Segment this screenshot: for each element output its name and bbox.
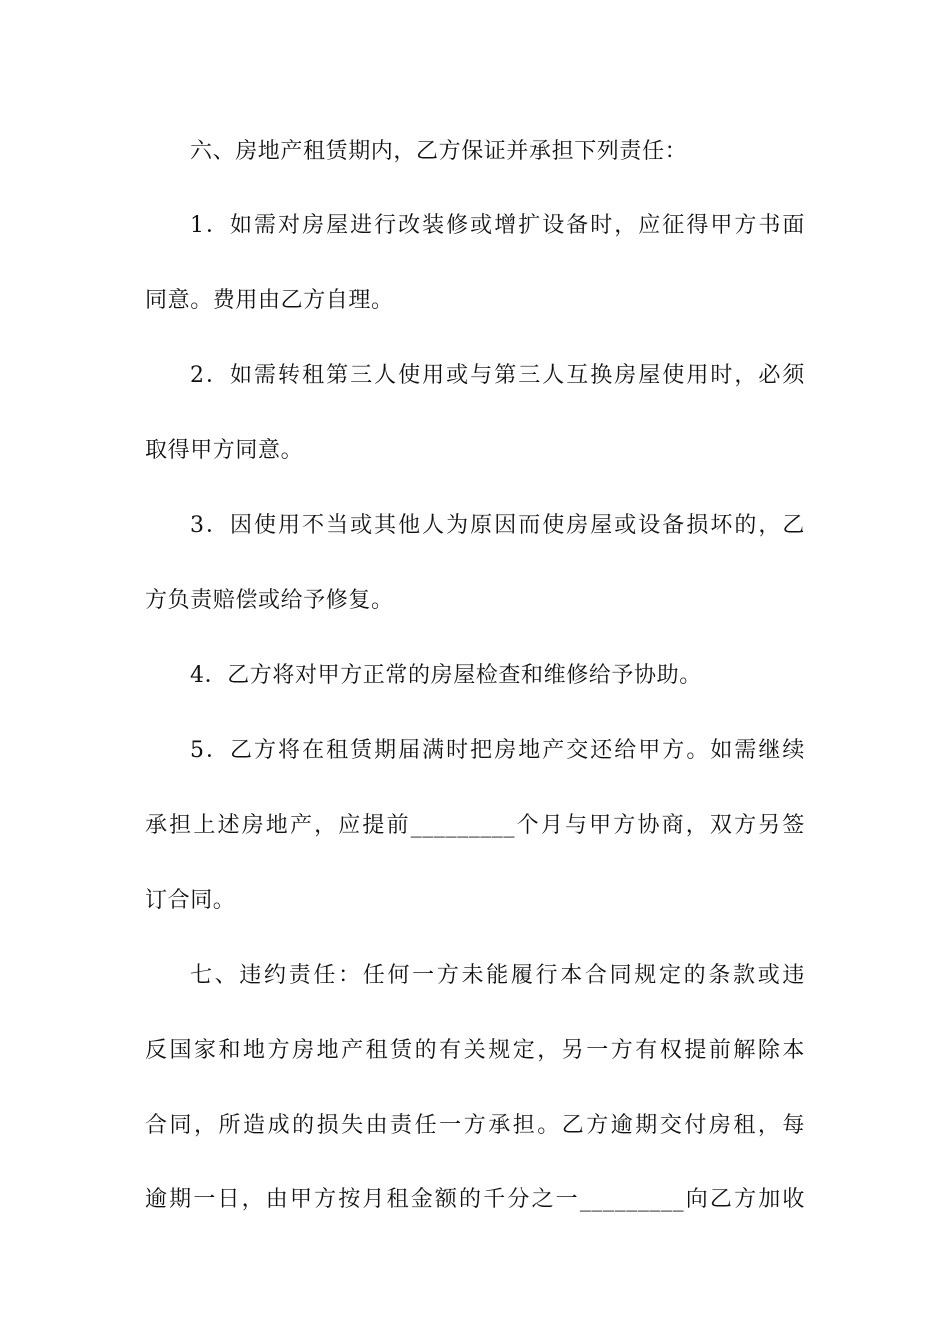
clause-3-line-1: 3．因使用不当或其他人为原因而使房屋或设备损坏的，乙 <box>190 513 805 538</box>
clause-5-line-2: 承担上述房地产，应提前_________个月与甲方协商，双方另签 <box>145 813 805 838</box>
clause-5-line-3: 订合同。 <box>145 888 236 913</box>
clause-2-line-2: 取得甲方同意。 <box>145 438 304 463</box>
section-7-line-3: 合同，所造成的损失由责任一方承担。乙方逾期交付房租，每 <box>145 1113 805 1138</box>
section-7-line-2: 反国家和地方房地产租赁的有关规定，另一方有权提前解除本 <box>145 1038 805 1063</box>
clause-1-line-2: 同意。费用由乙方自理。 <box>145 288 394 313</box>
clause-1-line-1: 1．如需对房屋进行改装修或增扩设备时，应征得甲方书面 <box>190 213 805 238</box>
section-6-heading: 六、房地产租赁期内，乙方保证并承担下列责任： <box>190 139 688 164</box>
clause-3-line-2: 方负责赔偿或给予修复。 <box>145 588 394 613</box>
section-7-line-4: 逾期一日，由甲方按月租金额的千分之一_________向乙方加收 <box>145 1187 805 1212</box>
clause-2-line-1: 2．如需转租第三人使用或与第三人互换房屋使用时，必须 <box>190 363 805 388</box>
section-7-line-1: 七、违约责任：任何一方未能履行本合同规定的条款或违 <box>190 963 805 988</box>
clause-4-line-1: 4．乙方将对甲方正常的房屋检查和维修给予协助。 <box>190 663 702 688</box>
clause-5-line-1: 5．乙方将在租赁期届满时把房地产交还给甲方。如需继续 <box>190 738 805 763</box>
